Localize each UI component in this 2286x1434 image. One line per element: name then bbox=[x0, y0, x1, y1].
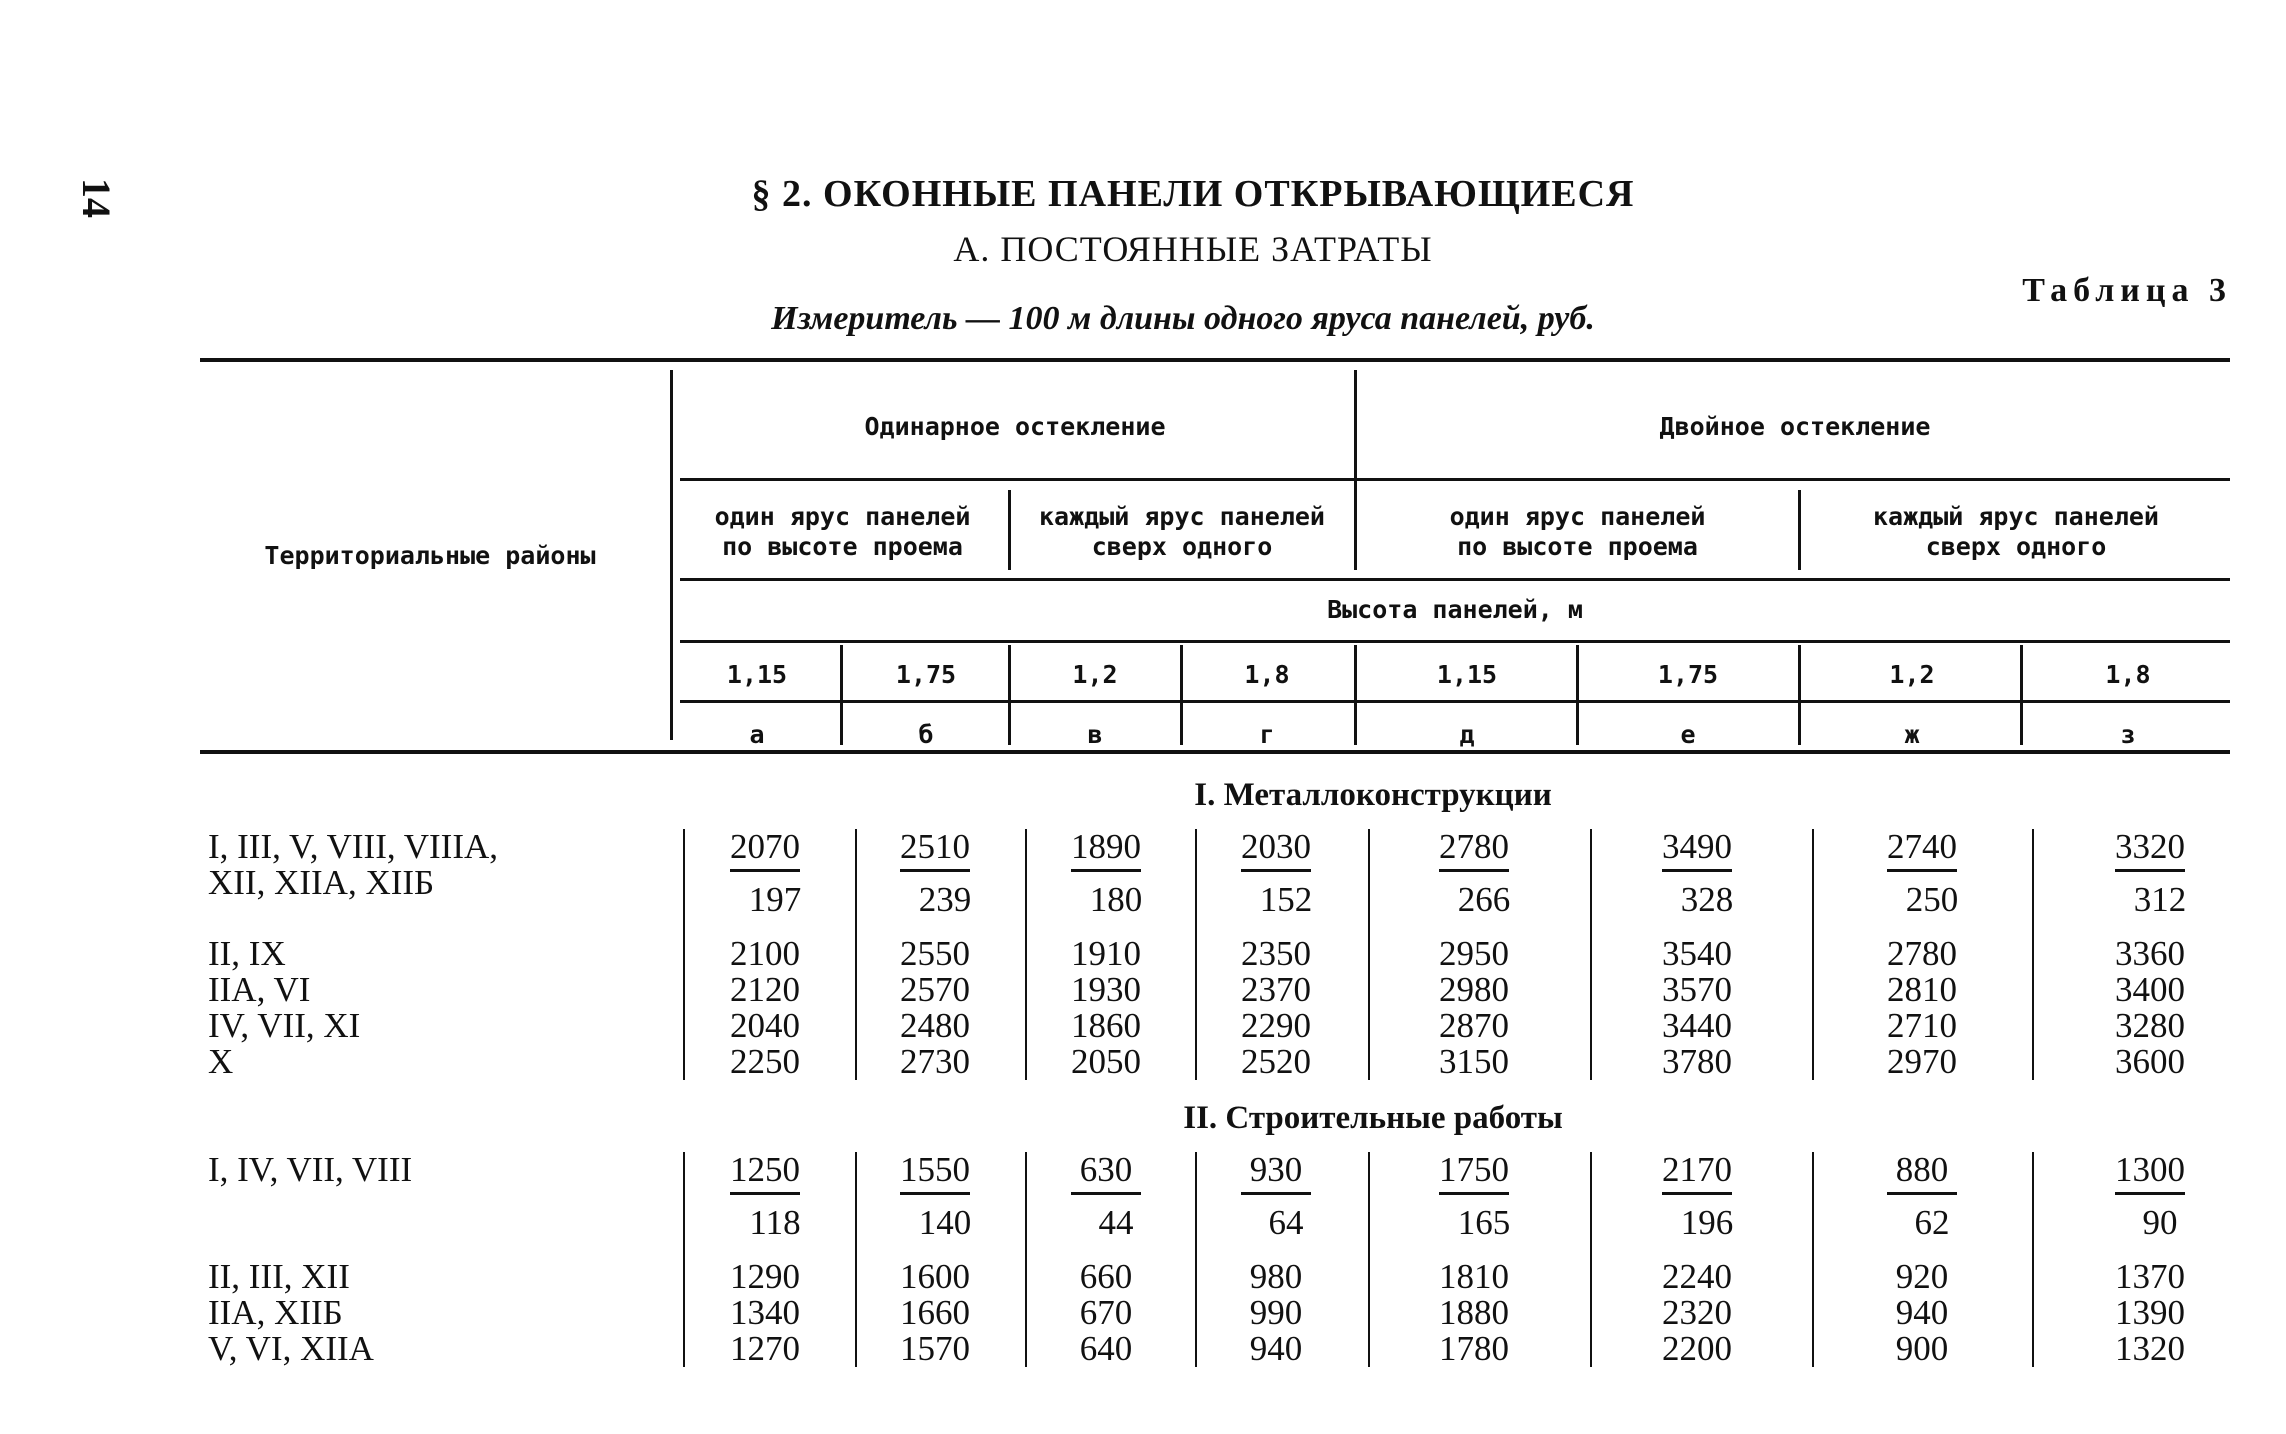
fraction-numerator: 2780 bbox=[1439, 827, 1509, 866]
header-divider bbox=[1798, 490, 1801, 570]
table-cell: 3780 bbox=[1662, 1042, 1732, 1081]
table-cell: 3570 bbox=[1662, 970, 1732, 1009]
table-cell: 1660 bbox=[900, 1293, 970, 1332]
section-heading: I. Металлоконструкции bbox=[1194, 777, 1552, 813]
table-cell: 2730 bbox=[900, 1042, 970, 1081]
row-label: II, III, XII bbox=[208, 1257, 350, 1296]
table-cell: 2240 bbox=[1662, 1257, 1732, 1296]
header-rule-3 bbox=[680, 640, 2230, 643]
each-tier-line1: каждый ярус панелей bbox=[1039, 502, 1325, 531]
panel-height-value: 1,8 bbox=[2105, 660, 2151, 689]
table-cell: 900 bbox=[1895, 1329, 1949, 1368]
fraction-denominator: 165 bbox=[1457, 1203, 1511, 1242]
column-letter: ж bbox=[1904, 720, 1920, 749]
column-divider bbox=[683, 1152, 685, 1367]
fraction-row-label-line1: I, III, V, VIII, VIIIA, bbox=[208, 827, 498, 866]
table-label: Таблица 3 bbox=[2022, 272, 2232, 309]
table-cell: 2810 bbox=[1887, 970, 1957, 1009]
header-divider bbox=[2020, 645, 2023, 745]
one-tier-line1: один ярус панелей bbox=[714, 502, 971, 531]
header-divider bbox=[1008, 490, 1011, 570]
fraction-bar bbox=[1241, 1192, 1311, 1195]
fraction-denominator: 140 bbox=[918, 1203, 972, 1242]
column-letter: д bbox=[1459, 720, 1475, 749]
section-heading: II. Строительные работы bbox=[1183, 1100, 1563, 1136]
fraction-denominator: 266 bbox=[1457, 880, 1511, 919]
table-cell: 3400 bbox=[2115, 970, 2185, 1009]
column-letter: г bbox=[1259, 720, 1275, 749]
column-letter: е bbox=[1680, 720, 1696, 749]
table-cell: 660 bbox=[1079, 1257, 1133, 1296]
measure-unit: Измеритель — 100 м длины одного яруса панелей, руб. bbox=[771, 300, 1595, 337]
fraction-numerator: 1300 bbox=[2115, 1150, 2185, 1189]
column-divider bbox=[1590, 1152, 1592, 1367]
fraction-row-label bbox=[208, 1152, 412, 1188]
table-cell: 1340 bbox=[730, 1293, 800, 1332]
table-cell: 2520 bbox=[1241, 1042, 1311, 1081]
top-rule bbox=[200, 358, 2230, 362]
table-cell: 1860 bbox=[1071, 1006, 1141, 1045]
column-divider bbox=[683, 829, 685, 1080]
panel-height-value: 1,75 bbox=[895, 660, 957, 689]
each-tier-header bbox=[1012, 502, 1352, 562]
fraction-bar bbox=[1439, 1192, 1509, 1195]
header-divider bbox=[1180, 645, 1183, 745]
table-cell: 1810 bbox=[1439, 1257, 1509, 1296]
table-cell: 2480 bbox=[900, 1006, 970, 1045]
column-divider bbox=[2032, 829, 2034, 1080]
fraction-row-label-line2: XII, XIIA, XIIБ bbox=[208, 863, 435, 902]
table-cell: 940 bbox=[1249, 1329, 1303, 1368]
fraction-denominator: 197 bbox=[748, 880, 802, 919]
table-cell: 2050 bbox=[1071, 1042, 1141, 1081]
header-divider bbox=[1576, 645, 1579, 745]
fraction-bar bbox=[1071, 869, 1141, 872]
header-divider bbox=[1008, 645, 1011, 745]
fraction-denominator: 312 bbox=[2133, 880, 2187, 919]
double-glazing-header: Двойное остекление bbox=[1659, 412, 1931, 441]
table-cell: 3280 bbox=[2115, 1006, 2185, 1045]
column-divider bbox=[855, 829, 857, 1080]
fraction-denominator: 90 bbox=[2142, 1203, 2178, 1242]
panel-height-value: 1,75 bbox=[1657, 660, 1719, 689]
table-cell: 2290 bbox=[1241, 1006, 1311, 1045]
column-divider bbox=[1195, 1152, 1197, 1367]
fraction-bar bbox=[730, 1192, 800, 1195]
fraction-bar bbox=[1662, 1192, 1732, 1195]
row-label-header: Территориальные районы bbox=[264, 541, 596, 570]
column-letter: з bbox=[2120, 720, 2136, 749]
fraction-denominator: 118 bbox=[749, 1203, 801, 1242]
fraction-denominator: 180 bbox=[1089, 880, 1143, 919]
header-rule-1 bbox=[680, 478, 2230, 481]
one-tier-line2: по высоте проема bbox=[722, 532, 963, 561]
each-tier-line2: сверх одного bbox=[1925, 532, 2107, 561]
table-cell: 1570 bbox=[900, 1329, 970, 1368]
each-tier-line1: каждый ярус панелей bbox=[1873, 502, 2159, 531]
one-tier-header bbox=[1360, 502, 1795, 562]
one-tier-line1: один ярус панелей bbox=[1449, 502, 1706, 531]
table-cell: 990 bbox=[1249, 1293, 1303, 1332]
fraction-bar bbox=[1071, 1192, 1141, 1195]
fraction-denominator: 62 bbox=[1914, 1203, 1950, 1242]
column-divider bbox=[1025, 1152, 1027, 1367]
fraction-bar bbox=[1887, 1192, 1957, 1195]
each-tier-header bbox=[1802, 502, 2230, 562]
fraction-denominator: 152 bbox=[1259, 880, 1313, 919]
row-label: II, IX bbox=[208, 934, 286, 973]
table-cell: 640 bbox=[1079, 1329, 1133, 1368]
table-cell: 3360 bbox=[2115, 934, 2185, 973]
fraction-bar bbox=[1439, 869, 1509, 872]
table-cell: 1910 bbox=[1071, 934, 1141, 973]
column-divider bbox=[1368, 1152, 1370, 1367]
table-cell: 3440 bbox=[1662, 1006, 1732, 1045]
fraction-numerator: 1250 bbox=[730, 1150, 800, 1189]
column-divider bbox=[1368, 829, 1370, 1080]
fraction-numerator: 1750 bbox=[1439, 1150, 1509, 1189]
panel-height-value: 1,2 bbox=[1889, 660, 1935, 689]
table-cell: 2370 bbox=[1241, 970, 1311, 1009]
table-cell: 920 bbox=[1895, 1257, 1949, 1296]
fraction-bar bbox=[900, 1192, 970, 1195]
header-divider bbox=[1354, 645, 1357, 745]
row-label: IIA, VI bbox=[208, 970, 311, 1009]
fraction-bar bbox=[1241, 869, 1311, 872]
table-cell: 2870 bbox=[1439, 1006, 1509, 1045]
header-divider bbox=[1354, 370, 1357, 570]
fraction-denominator: 64 bbox=[1268, 1203, 1304, 1242]
table-cell: 2550 bbox=[900, 934, 970, 973]
header-bottom-rule bbox=[200, 750, 2230, 754]
table-cell: 1930 bbox=[1071, 970, 1141, 1009]
fraction-denominator: 239 bbox=[918, 880, 972, 919]
header-rule-2 bbox=[680, 578, 2230, 581]
panel-height-value: 1,15 bbox=[726, 660, 788, 689]
table-cell: 1370 bbox=[2115, 1257, 2185, 1296]
single-glazing-header: Одинарное остекление bbox=[864, 412, 1166, 441]
panel-height-value: 1,15 bbox=[1436, 660, 1498, 689]
fraction-numerator: 630 bbox=[1079, 1150, 1133, 1189]
section-title: § 2. ОКОННЫЕ ПАНЕЛИ ОТКРЫВАЮЩИЕСЯ bbox=[751, 173, 1635, 215]
table-cell: 1390 bbox=[2115, 1293, 2185, 1332]
table-cell: 2120 bbox=[730, 970, 800, 1009]
column-divider bbox=[1812, 1152, 1814, 1367]
table-cell: 2320 bbox=[1662, 1293, 1732, 1332]
table-cell: 2250 bbox=[730, 1042, 800, 1081]
fraction-numerator: 3320 bbox=[2115, 827, 2185, 866]
table-cell: 2350 bbox=[1241, 934, 1311, 973]
panel-height-value: 1,2 bbox=[1072, 660, 1118, 689]
fraction-denominator: 328 bbox=[1680, 880, 1734, 919]
fraction-numerator: 930 bbox=[1249, 1150, 1303, 1189]
table-cell: 1290 bbox=[730, 1257, 800, 1296]
fraction-denominator: 44 bbox=[1098, 1203, 1134, 1242]
header-rule-4 bbox=[680, 700, 2230, 703]
table-cell: 670 bbox=[1079, 1293, 1133, 1332]
fraction-denominator: 196 bbox=[1680, 1203, 1734, 1242]
header-divider bbox=[670, 370, 673, 740]
table-cell: 2100 bbox=[730, 934, 800, 973]
table-cell: 1320 bbox=[2115, 1329, 2185, 1368]
column-letter: б bbox=[918, 720, 934, 749]
fraction-bar bbox=[730, 869, 800, 872]
column-divider bbox=[1812, 829, 1814, 1080]
fraction-numerator: 2510 bbox=[900, 827, 970, 866]
table-cell: 1600 bbox=[900, 1257, 970, 1296]
one-tier-header bbox=[680, 502, 1005, 562]
column-letter: в bbox=[1087, 720, 1103, 749]
column-divider bbox=[1195, 829, 1197, 1080]
table-cell: 2570 bbox=[900, 970, 970, 1009]
one-tier-line2: по высоте проема bbox=[1457, 532, 1698, 561]
fraction-denominator: 250 bbox=[1905, 880, 1959, 919]
table-cell: 1780 bbox=[1439, 1329, 1509, 1368]
column-letter: а bbox=[749, 720, 765, 749]
fraction-numerator: 1890 bbox=[1071, 827, 1141, 866]
row-label: V, VI, XIIA bbox=[208, 1329, 374, 1368]
row-label: IIA, XIIБ bbox=[208, 1293, 343, 1332]
fraction-numerator: 2070 bbox=[730, 827, 800, 866]
row-label: IV, VII, XI bbox=[208, 1006, 361, 1045]
section-subtitle: А. ПОСТОЯННЫЕ ЗАТРАТЫ bbox=[953, 229, 1433, 269]
column-divider bbox=[855, 1152, 857, 1367]
table-cell: 1270 bbox=[730, 1329, 800, 1368]
table-cell: 2980 bbox=[1439, 970, 1509, 1009]
table-cell: 1880 bbox=[1439, 1293, 1509, 1332]
fraction-numerator: 2170 bbox=[1662, 1150, 1732, 1189]
table-cell: 2950 bbox=[1439, 934, 1509, 973]
table-cell: 2780 bbox=[1887, 934, 1957, 973]
header-divider bbox=[1798, 645, 1801, 745]
header-divider bbox=[840, 645, 843, 745]
table-cell: 2040 bbox=[730, 1006, 800, 1045]
fraction-numerator: 1550 bbox=[900, 1150, 970, 1189]
fraction-numerator: 880 bbox=[1895, 1150, 1949, 1189]
table-cell: 980 bbox=[1249, 1257, 1303, 1296]
table-cell: 3150 bbox=[1439, 1042, 1509, 1081]
table-cell: 2970 bbox=[1887, 1042, 1957, 1081]
column-divider bbox=[2032, 1152, 2034, 1367]
table-cell: 940 bbox=[1895, 1293, 1949, 1332]
fraction-numerator: 2740 bbox=[1887, 827, 1957, 866]
column-divider bbox=[1025, 829, 1027, 1080]
fraction-bar bbox=[1887, 869, 1957, 872]
fraction-bar bbox=[1662, 869, 1732, 872]
fraction-row-label-line1: I, IV, VII, VIII bbox=[208, 1150, 413, 1189]
column-divider bbox=[1590, 829, 1592, 1080]
panel-height-header: Высота панелей, м bbox=[1327, 595, 1583, 624]
table-cell: 2200 bbox=[1662, 1329, 1732, 1368]
table-cell: 3600 bbox=[2115, 1042, 2185, 1081]
table-cell: 3540 bbox=[1662, 934, 1732, 973]
each-tier-line2: сверх одного bbox=[1091, 532, 1273, 561]
fraction-row-label bbox=[208, 829, 498, 901]
row-label: X bbox=[208, 1042, 234, 1081]
table-cell: 2710 bbox=[1887, 1006, 1957, 1045]
fraction-numerator: 3490 bbox=[1662, 827, 1732, 866]
fraction-bar bbox=[2115, 869, 2185, 872]
fraction-numerator: 2030 bbox=[1241, 827, 1311, 866]
page-number: 14 bbox=[74, 178, 119, 218]
fraction-bar bbox=[900, 869, 970, 872]
panel-height-value: 1,8 bbox=[1244, 660, 1290, 689]
fraction-bar bbox=[2115, 1192, 2185, 1195]
